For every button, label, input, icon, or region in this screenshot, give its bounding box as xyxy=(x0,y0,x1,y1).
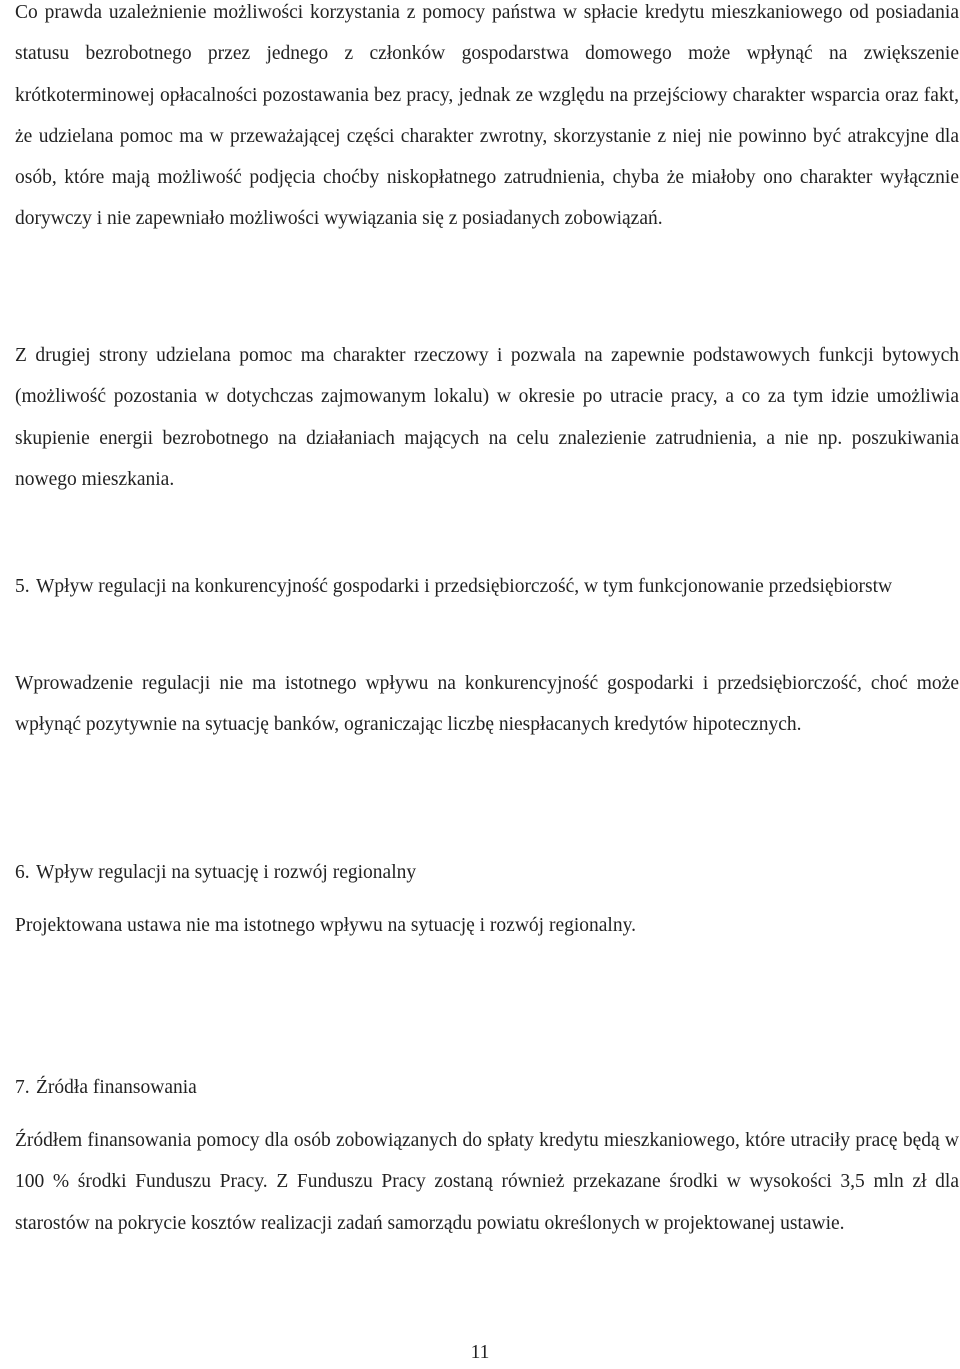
paragraph: Z drugiej strony udzielana pomoc ma charakter rzeczowy i pozwala na zapewnie podstawowych funkcji bytowych (możliwość pozostania w dotychczas zajmowanym lokalu) w okresie po utracie pracy, a co za tym idzie umożliwia skupienie energii bezrobotnego na działaniach mających na celu znalezienie zatrudnienia, a nie np. poszukiwania nowego mieszkania. xyxy=(15,345,959,490)
section-title: Źródła finansowania xyxy=(36,1077,197,1098)
page-number: 11 xyxy=(470,1342,490,1363)
section-heading xyxy=(15,1067,959,1108)
section-title: Wpływ regulacji na sytuację i rozwój regionalny xyxy=(36,862,417,883)
section-number: 7. xyxy=(15,1077,30,1098)
paragraph: Co prawda uzależnienie możliwości korzystania z pomocy państwa w spłacie kredytu mieszkaniowego od posiadania statusu bezrobotnego przez jednego z członków gospodarstwa domowego może wpłynąć na zwiększenie krótkoterminowej opłacalności pozostawania bez pracy, jednak ze względu na przejściowy charakter wsparcia oraz fakt, że udzielana pomoc ma w przeważającej części charakter zwrotny, skorzystanie z niej nie powinno być atrakcyjne dla osób, które mają możliwość podjęcia choćby niskopłatnego zatrudnienia, chyba że miałoby ono charakter wyłącznie dorywczy i nie zapewniało możliwości wywiązania się z posiadanych zobowiązań. xyxy=(15,2,959,230)
section-6 xyxy=(15,852,959,893)
paragraph: Projektowana ustawa nie ma istotnego wpływu na sytuację i rozwój regionalny. xyxy=(15,915,636,936)
section-7 xyxy=(15,1067,959,1108)
section-number: 5. xyxy=(15,576,30,597)
section-number: 6. xyxy=(15,862,30,883)
section-5 xyxy=(15,566,959,607)
paragraph: Wprowadzenie regulacji nie ma istotnego wpływu na konkurencyjność gospodarki i przedsiębiorczość, choć może wpłynąć pozytywnie na sytuację banków, ograniczając liczbę niespłacanych kredytów hipotecznych. xyxy=(15,673,959,736)
section-title: Wpływ regulacji na konkurencyjność gospodarki i przedsiębiorczość, w tym funkcjonowanie przedsiębiorstw xyxy=(36,576,893,597)
section-heading xyxy=(15,852,959,893)
section-heading xyxy=(15,566,959,607)
paragraph: Źródłem finansowania pomocy dla osób zobowiązanych do spłaty kredytu mieszkaniowego, które utraciły pracę będą w 100 % środki Funduszu Pracy. Z Funduszu Pracy zostaną również przekazane środki w wysokości 3,5 mln zł dla starostów na pokrycie kosztów realizacji zadań samorządu powiatu określonych w projektowanej ustawie. xyxy=(15,1130,959,1234)
